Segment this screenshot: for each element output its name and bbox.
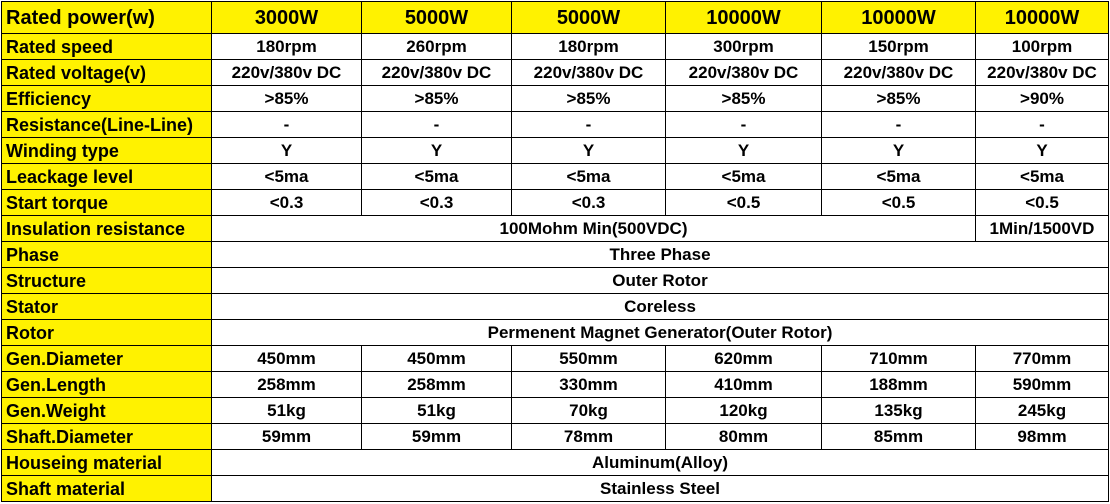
table-cell: Y — [976, 138, 1109, 164]
header-cell: 10000W — [976, 2, 1109, 34]
table-cell: 180rpm — [212, 34, 362, 60]
table-cell: <0.3 — [512, 190, 666, 216]
table-cell: 150rpm — [822, 34, 976, 60]
table-cell: 245kg — [976, 398, 1109, 424]
merged-cell: 100Mohm Min(500VDC) — [212, 216, 976, 242]
row-label: Rated speed — [2, 34, 212, 60]
header-label: Rated power(w) — [2, 2, 212, 34]
header-cell: 10000W — [666, 2, 822, 34]
table-row — [2, 450, 1109, 476]
table-cell: 80mm — [666, 424, 822, 450]
table-row — [2, 164, 1109, 190]
row-label: Shaft material — [2, 476, 212, 502]
table-cell: 450mm — [212, 346, 362, 372]
table-row — [2, 86, 1109, 112]
table-cell: - — [512, 112, 666, 138]
table-cell: 100rpm — [976, 34, 1109, 60]
table-cell: 51kg — [212, 398, 362, 424]
row-label: Rotor — [2, 320, 212, 346]
table-cell: Y — [822, 138, 976, 164]
table-row — [2, 60, 1109, 86]
table-row — [2, 476, 1109, 502]
row-label: Winding type — [2, 138, 212, 164]
table-cell: 550mm — [512, 346, 666, 372]
table-cell: >85% — [512, 86, 666, 112]
row-label: Resistance(Line-Line) — [2, 112, 212, 138]
table-cell: 590mm — [976, 372, 1109, 398]
header-cell: 10000W — [822, 2, 976, 34]
table-row — [2, 320, 1109, 346]
row-label: Houseing material — [2, 450, 212, 476]
table-row — [2, 268, 1109, 294]
table-cell: 220v/380v DC — [666, 60, 822, 86]
row-label: Leackage level — [2, 164, 212, 190]
table-cell: 70kg — [512, 398, 666, 424]
table-row — [2, 294, 1109, 320]
table-cell: 220v/380v DC — [362, 60, 512, 86]
table-cell: 220v/380v DC — [822, 60, 976, 86]
table-cell: <0.3 — [212, 190, 362, 216]
table-cell: 188mm — [822, 372, 976, 398]
row-label: Start torque — [2, 190, 212, 216]
table-cell: 258mm — [212, 372, 362, 398]
row-label: Gen.Weight — [2, 398, 212, 424]
table-cell: - — [822, 112, 976, 138]
merged-cell: Stainless Steel — [212, 476, 1109, 502]
table-cell: 98mm — [976, 424, 1109, 450]
table-row — [2, 138, 1109, 164]
table-cell: <0.5 — [666, 190, 822, 216]
table-cell: 710mm — [822, 346, 976, 372]
table-cell: <5ma — [976, 164, 1109, 190]
table-cell: >85% — [666, 86, 822, 112]
table-cell: 220v/380v DC — [976, 60, 1109, 86]
row-label: Insulation resistance — [2, 216, 212, 242]
table-row — [2, 112, 1109, 138]
header-cell: 5000W — [362, 2, 512, 34]
row-label: Gen.Diameter — [2, 346, 212, 372]
merged-cell: Aluminum(Alloy) — [212, 450, 1109, 476]
row-label: Stator — [2, 294, 212, 320]
table-row — [2, 190, 1109, 216]
table-row — [2, 424, 1109, 450]
table-cell: 120kg — [666, 398, 822, 424]
table-cell: >85% — [362, 86, 512, 112]
table-header-row — [2, 2, 1109, 34]
table-cell: 220v/380v DC — [212, 60, 362, 86]
table-cell: 135kg — [822, 398, 976, 424]
row-label: Efficiency — [2, 86, 212, 112]
table-cell: 1Min/1500VD — [976, 216, 1109, 242]
table-cell: 330mm — [512, 372, 666, 398]
table-row — [2, 346, 1109, 372]
header-cell: 3000W — [212, 2, 362, 34]
table-cell: - — [212, 112, 362, 138]
table-cell: Y — [362, 138, 512, 164]
table-cell: <5ma — [362, 164, 512, 190]
table-cell: <5ma — [666, 164, 822, 190]
table-cell: <5ma — [512, 164, 666, 190]
table-row — [2, 216, 1109, 242]
merged-cell: Coreless — [212, 294, 1109, 320]
row-label: Gen.Length — [2, 372, 212, 398]
table-row — [2, 398, 1109, 424]
table-cell: - — [362, 112, 512, 138]
table-cell: 258mm — [362, 372, 512, 398]
merged-cell: Outer Rotor — [212, 268, 1109, 294]
table-cell: >90% — [976, 86, 1109, 112]
table-cell: 620mm — [666, 346, 822, 372]
table-cell: >85% — [822, 86, 976, 112]
table-cell: Y — [666, 138, 822, 164]
table-row — [2, 34, 1109, 60]
table-cell: 78mm — [512, 424, 666, 450]
row-label: Shaft.Diameter — [2, 424, 212, 450]
table-cell: 450mm — [362, 346, 512, 372]
table-cell: <5ma — [822, 164, 976, 190]
table-cell: 260rpm — [362, 34, 512, 60]
table-row — [2, 372, 1109, 398]
table-cell: <0.5 — [822, 190, 976, 216]
row-label: Rated voltage(v) — [2, 60, 212, 86]
row-label: Structure — [2, 268, 212, 294]
merged-cell: Permenent Magnet Generator(Outer Rotor) — [212, 320, 1109, 346]
table-cell: 59mm — [362, 424, 512, 450]
table-cell: - — [666, 112, 822, 138]
table-cell: - — [976, 112, 1109, 138]
merged-cell: Three Phase — [212, 242, 1109, 268]
table-cell: 59mm — [212, 424, 362, 450]
table-cell: 180rpm — [512, 34, 666, 60]
table-cell: <5ma — [212, 164, 362, 190]
table-cell: <0.5 — [976, 190, 1109, 216]
table-cell: 300rpm — [666, 34, 822, 60]
table-cell: >85% — [212, 86, 362, 112]
table-cell: 85mm — [822, 424, 976, 450]
table-cell: 220v/380v DC — [512, 60, 666, 86]
table-cell: 770mm — [976, 346, 1109, 372]
row-label: Phase — [2, 242, 212, 268]
table-cell: Y — [212, 138, 362, 164]
header-cell: 5000W — [512, 2, 666, 34]
spec-table — [1, 1, 1109, 502]
table-cell: <0.3 — [362, 190, 512, 216]
table-cell: Y — [512, 138, 666, 164]
table-row — [2, 242, 1109, 268]
table-cell: 51kg — [362, 398, 512, 424]
table-cell: 410mm — [666, 372, 822, 398]
